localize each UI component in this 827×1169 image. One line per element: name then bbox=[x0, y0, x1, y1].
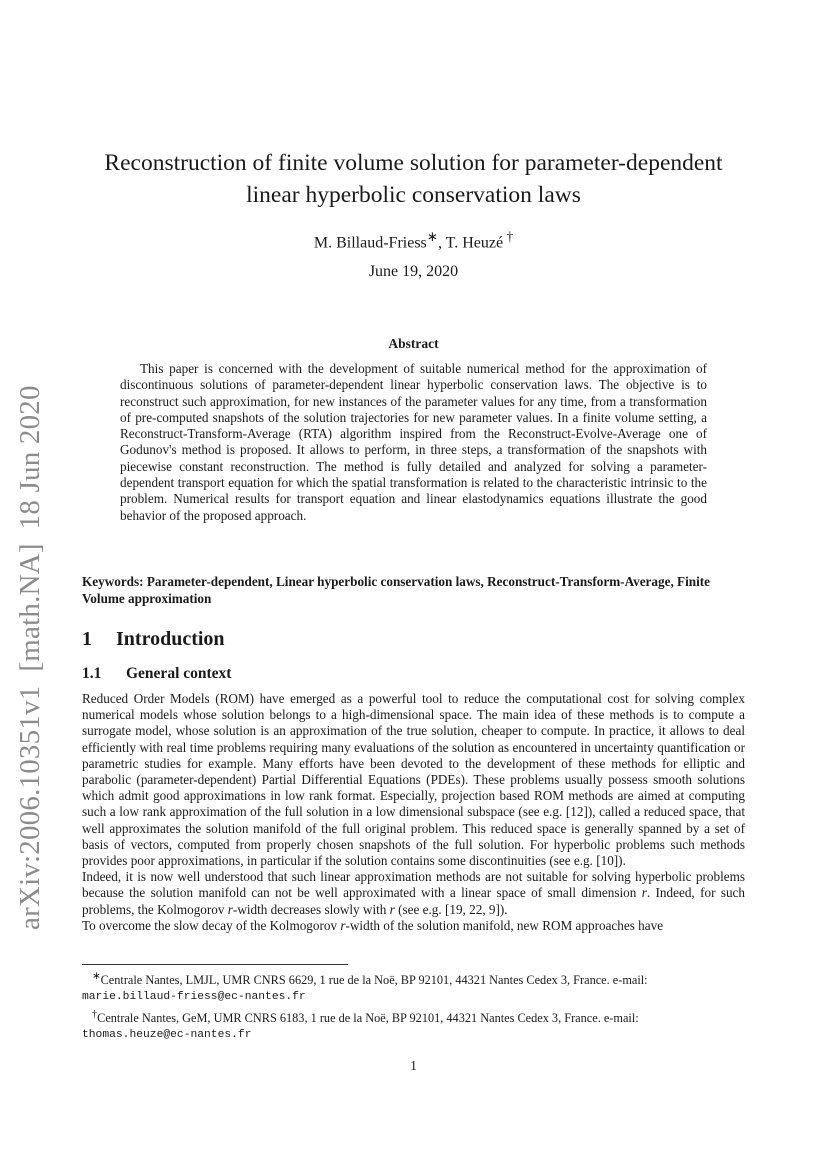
paragraph-3-text-a: To overcome the slow decay of the Kolmogorov bbox=[82, 917, 341, 933]
author-1: M. Billaud-Friess bbox=[313, 234, 427, 252]
footnotes bbox=[82, 969, 745, 1044]
paragraph-2-text-c: -width decreases slowly with bbox=[232, 901, 390, 917]
math-var-r: r bbox=[641, 885, 647, 901]
arxiv-stamp bbox=[12, 330, 48, 930]
arxiv-category: [math.NA] bbox=[14, 543, 46, 672]
keywords-text: Parameter-dependent, Linear hyperbolic conservation laws, Reconstruct-Transform-Average, Finite Volume approximation bbox=[82, 574, 711, 606]
author-list bbox=[60, 229, 767, 252]
footnote-2-email[interactable]: thomas.heuze@ec-nantes.fr bbox=[82, 1029, 252, 1042]
paragraph-2-text-a: Indeed, it is now well understood that such linear approximation methods are not suitable for solving hyperbolic problems because the solution manifold can not be well approximated with a linear space of small dimension bbox=[82, 869, 745, 901]
paragraph-2-text-b: . Indeed, for such problems, the Kolmogorov bbox=[82, 885, 745, 917]
paragraph-1: Reduced Order Models (ROM) have emerged as a powerful tool to reduce the computational cost for solving complex numerical models whose solution belongs to a high-dimensional space. The main idea of these methods is to compute a surrogate model, whose solution is an approximation of the true solution, cheaper to compute. In practice, it allows to deal efficiently with real time problems requiring many evaluations of the solution as encountered in uncertainty quantification or parametric studies for example. Many efforts have been devoted to the development of these methods for elliptic and parabolic (parameter-dependent) Partial Differential Equations (PDEs). These problems usually possess smooth solutions which admit good approximations in low rank format. Especially, projection based ROM methods are aimed at computing such a low rank approximation of the full solution in a low dimensional subspace (see e.g. [12]), called a reduced space, that well approximates the solution manifold of the full original problem. This reduced space is generally spanned by a set of basis of vectors, computed from properly chosen snapshots of the full solution. For hyperbolic problems such methods provides poor approximations, in particular if the solution contains some discontinuities (see e.g. [10]). bbox=[82, 691, 745, 869]
section-heading bbox=[82, 628, 225, 651]
paragraph-3 bbox=[82, 918, 745, 934]
author-1-footnote-mark: ∗ bbox=[426, 229, 438, 244]
section-title: Introduction bbox=[116, 628, 225, 650]
footnote-1-mark: ∗ bbox=[92, 971, 101, 982]
footnote-2-mark: † bbox=[92, 1008, 98, 1020]
paper-title bbox=[60, 147, 767, 211]
footnote-1-email[interactable]: marie.billaud-friess@ec-nantes.fr bbox=[82, 991, 306, 1004]
arxiv-id: arXiv:2006.10351v1 bbox=[14, 685, 46, 930]
math-var-r: r bbox=[389, 901, 395, 917]
author-separator: , bbox=[437, 234, 446, 252]
subsection-title: General context bbox=[126, 665, 232, 682]
abstract-text: This paper is concerned with the development of suitable numerical method for the approximation of discontinuous solutions of parameter-dependent linear hyperbolic conservation laws. The objective is to reconstruct such approximation, for new instances of the parameter values for any time, from a transformation of pre-computed snapshots of the solution trajectories for new parameter values. In a finite volume setting, a Reconstruct-Transform-Average (RTA) algorithm inspired from the Reconstruct-Evolve-Average one of Godunov's method is proposed. It allows to perform, in three steps, a transformation of the snapshots with piecewise constant reconstruction. The method is fully detailed and analyzed for solving a parameter-dependent transport equation for which the spatial transformation is related to the characteristic intrinsic to the problem. Numerical results for transport equation and linear elastodynamics equations illustrate the good behavior of the proposed approach. bbox=[120, 361, 707, 523]
paper-date: June 19, 2020 bbox=[368, 263, 459, 280]
arxiv-date: 18 Jun 2020 bbox=[14, 385, 46, 530]
keywords bbox=[82, 573, 745, 607]
body-text bbox=[82, 691, 745, 934]
math-var-r: r bbox=[227, 901, 233, 917]
math-var-r: r bbox=[340, 917, 346, 933]
footnote-2 bbox=[82, 1007, 745, 1044]
title-line-2: linear hyperbolic conservation laws bbox=[246, 182, 581, 208]
keywords-label: Keywords: bbox=[82, 574, 144, 589]
paragraph-2 bbox=[82, 869, 745, 918]
paragraph-3-text-b: -width of the solution manifold, new ROM approaches have bbox=[345, 917, 664, 933]
subsection-heading bbox=[82, 665, 231, 683]
paragraph-2-text-d: (see e.g. [19, 22, 9]). bbox=[394, 901, 508, 917]
title-line-1: Reconstruction of finite volume solution for parameter-dependent bbox=[104, 150, 723, 176]
author-2-footnote-mark: † bbox=[503, 229, 514, 244]
footnote-1 bbox=[82, 969, 745, 1006]
author-2: T. Heuzé bbox=[445, 234, 504, 252]
abstract-heading: Abstract bbox=[388, 336, 439, 351]
subsection-number: 1.1 bbox=[82, 665, 102, 682]
page-number: 1 bbox=[410, 1058, 417, 1073]
section-number: 1 bbox=[82, 628, 92, 650]
footnote-rule bbox=[82, 964, 348, 965]
footnote-1-text: Centrale Nantes, LMJL, UMR CNRS 6629, 1 rue de la Noë, BP 92101, 44321 Nantes Cedex 3, France. e-mail: bbox=[100, 973, 648, 988]
footnote-2-text: Centrale Nantes, GeM, UMR CNRS 6183, 1 rue de la Noë, BP 92101, 44321 Nantes Cedex 3, France. e-mail: bbox=[97, 1010, 639, 1025]
